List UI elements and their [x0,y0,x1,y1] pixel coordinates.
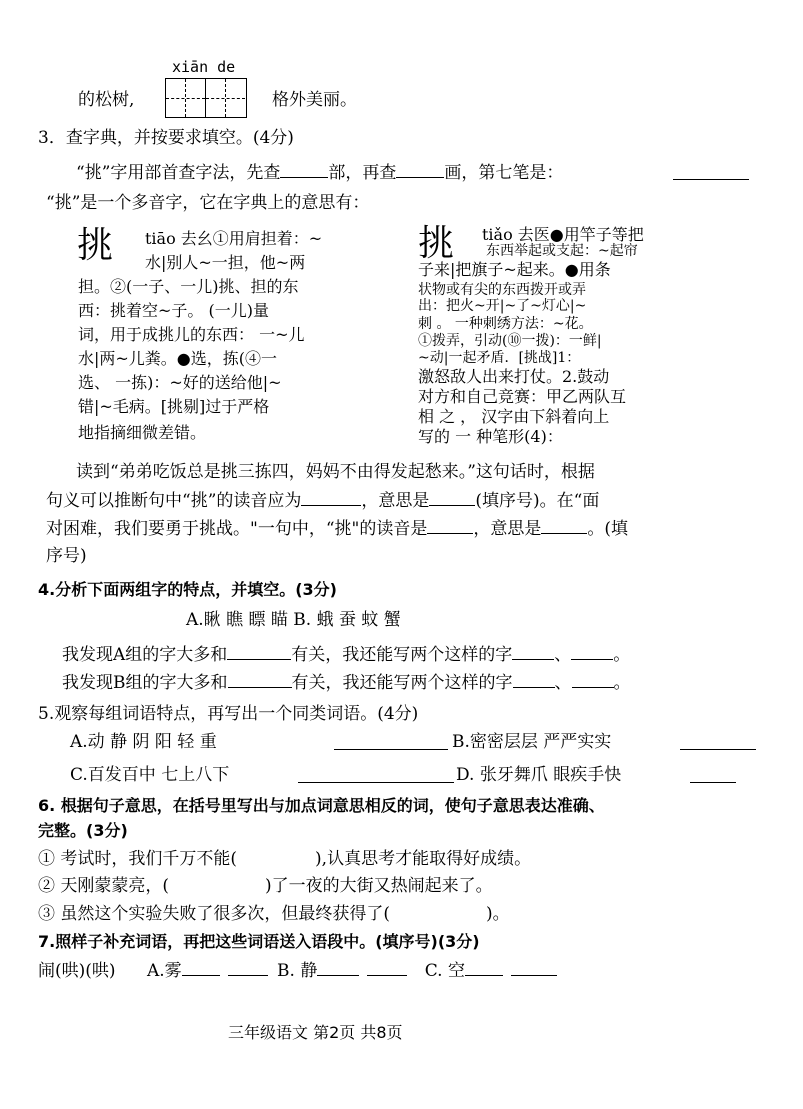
q4-line-a: 我发现A组的字大多和 有关，我还能写两个这样的字 、 。 [62,645,631,665]
q6-sentence-3: ③ 虽然这个实验失败了很多次，但最终获得了( )。 [38,904,510,924]
left-def-1: 水|别人~一担，他~两 [145,253,306,272]
pinyin-text: xiān de [172,58,236,76]
q3-blank-reading-1[interactable] [301,489,361,506]
right-def-3: 出：把火~开|~了~灯心|~ [418,298,587,314]
right-def-5: ①拨弄，引动(⑩一拨)：一鲜| [418,333,602,349]
q3-para-2: 句义可以推断句中“挑”的读音应为 ，意思是 (填序号)。在“面 [46,491,600,511]
q3-title: 3．查字典，并按要求填空。(4分) [38,128,294,148]
q5-title: 5.观察每组词语特点，再写出一个同类词语。(4分) [38,704,419,724]
q4-blank-b-char2[interactable] [572,671,614,688]
right-def-6: ~动|一起矛盾．[挑战]1： [418,350,581,366]
left-def-7: 错|~毛病。[挑剔]过于严格 [78,397,270,416]
q4-blank-a-char2[interactable] [571,643,613,660]
right-def-0: 东西举起或支起：~起帘 [486,243,638,259]
left-def-3: 西：挑着空~子。 (一儿)量 [78,301,269,320]
q4-groups: A.瞅 瞧 瞟 瞄 B. 蛾 蚕 蚊 蟹 [186,610,401,630]
q4-blank-a-char1[interactable] [512,643,554,660]
q7-blank-b1[interactable] [317,959,359,976]
q7-blank-a2[interactable] [228,959,268,976]
q7-line: 闹(哄)(哄) A.雾 B. 静 C. 空 [38,959,557,982]
q3-blank-seventh[interactable] [673,179,749,180]
left-def-6: 选、 一拣)：~好的送给他|~ [78,373,282,392]
q5-group-c: C.百发百中 七上八下 [70,765,230,785]
right-def-7: 激怒敌人出来打仗。2.鼓动 [418,367,610,386]
q3-line1: “挑”字用部首查字法，先查 部，再查 画，第七笔是： [76,163,564,183]
left-dict-char: 挑 [77,225,114,266]
q7-title: 7.照样子补充词语，再把这些词语送入语段中。(填序号)(3分) [38,932,480,951]
q7-blank-c2[interactable] [511,959,557,976]
q3-para-3: 对困难，我们要勇于挑战。"一句中，“挑"的读音是 ，意思是 。(填 [46,519,628,539]
q7-blank-a1[interactable] [182,959,220,976]
q5-group-d: D. 张牙舞爪 眼疾手快 [456,765,622,785]
q3-blank-radical[interactable] [280,161,328,178]
q5-group-a: A.动 静 阴 阳 轻 重 [70,732,217,752]
left-def-2: 担。②(一子、一儿)挑、担的东 [78,277,299,296]
q6-title-2: 完整。(3分) [38,821,128,840]
left-def-0: tiāo 去幺①用肩担着：~ [145,229,323,248]
q3-para-1: 读到“弟弟吃饭总是挑三拣四，妈妈不由得发起愁来。”这句话时，根据 [76,462,595,482]
q3-blank-strokes[interactable] [396,161,444,178]
right-def-8: 对方和自己竞赛：甲乙两队互 [418,387,627,406]
left-def-4: 词，用于成挑儿的东西： 一~儿 [78,325,305,344]
q3-para-4: 序号) [46,546,87,566]
pinyin-line-before: 的松树, [78,90,135,110]
q3-blank-reading-2[interactable] [427,517,473,534]
right-def-head: tiǎo 去医●用竿子等把 [482,225,644,244]
left-def-5: 水|两~儿粪。●选，拣(④一 [78,349,278,368]
q6-sentence-1: ① 考试时，我们千万不能( ),认真思考才能取得好成绩。 [38,849,532,869]
q5-blank-b[interactable] [680,749,756,750]
pinyin-writing-box[interactable] [165,78,247,118]
right-def-1: 子来|把旗子~起来。●用条 [418,260,611,279]
right-dict-char: 挑 [418,223,455,264]
q7-blank-b2[interactable] [367,959,407,976]
q6-title-1: 6. 根据句子意思，在括号里写出与加点词意思相反的词，使句子意思表达准确、 [38,796,605,815]
q4-blank-b-radical[interactable] [228,671,292,688]
right-def-4: 刺 。 一种刺绣方法：~花。 [418,316,593,332]
q4-blank-b-char1[interactable] [513,671,555,688]
q4-blank-a-radical[interactable] [227,643,291,660]
q3-blank-meaning-1[interactable] [429,489,475,506]
right-def-9: 相 之 ， 汉字由下斜着向上 [418,407,610,426]
q7-blank-c1[interactable] [465,959,503,976]
q4-title: 4.分析下面两组字的特点，并填空。(3分) [38,580,337,599]
q5-blank-a[interactable] [334,749,448,750]
q5-group-b: B.密密层层 严严实实 [452,732,612,752]
pinyin-line-after: 格外美丽。 [272,90,357,110]
q5-blank-c[interactable] [298,782,454,783]
left-def-8: 地指摘细微差错。 [78,423,207,442]
page-footer: 三年级语文 第2页 共8页 [228,1023,403,1042]
right-def-2: 状物或有尖的东西拨开或弄 [418,282,586,298]
q5-blank-d[interactable] [690,782,736,783]
q3-blank-meaning-2[interactable] [541,517,587,534]
right-def-10: 写的 一 种笔形(4)： [418,427,563,446]
q3-line2: “挑”是一个多音字，它在字典上的意思有： [46,193,370,213]
q6-sentence-2: ② 天刚蒙蒙亮，( )了一夜的大街又热闹起来了。 [38,876,493,896]
q4-line-b: 我发现B组的字大多和 有关，我还能写两个这样的字 、 。 [62,673,631,693]
